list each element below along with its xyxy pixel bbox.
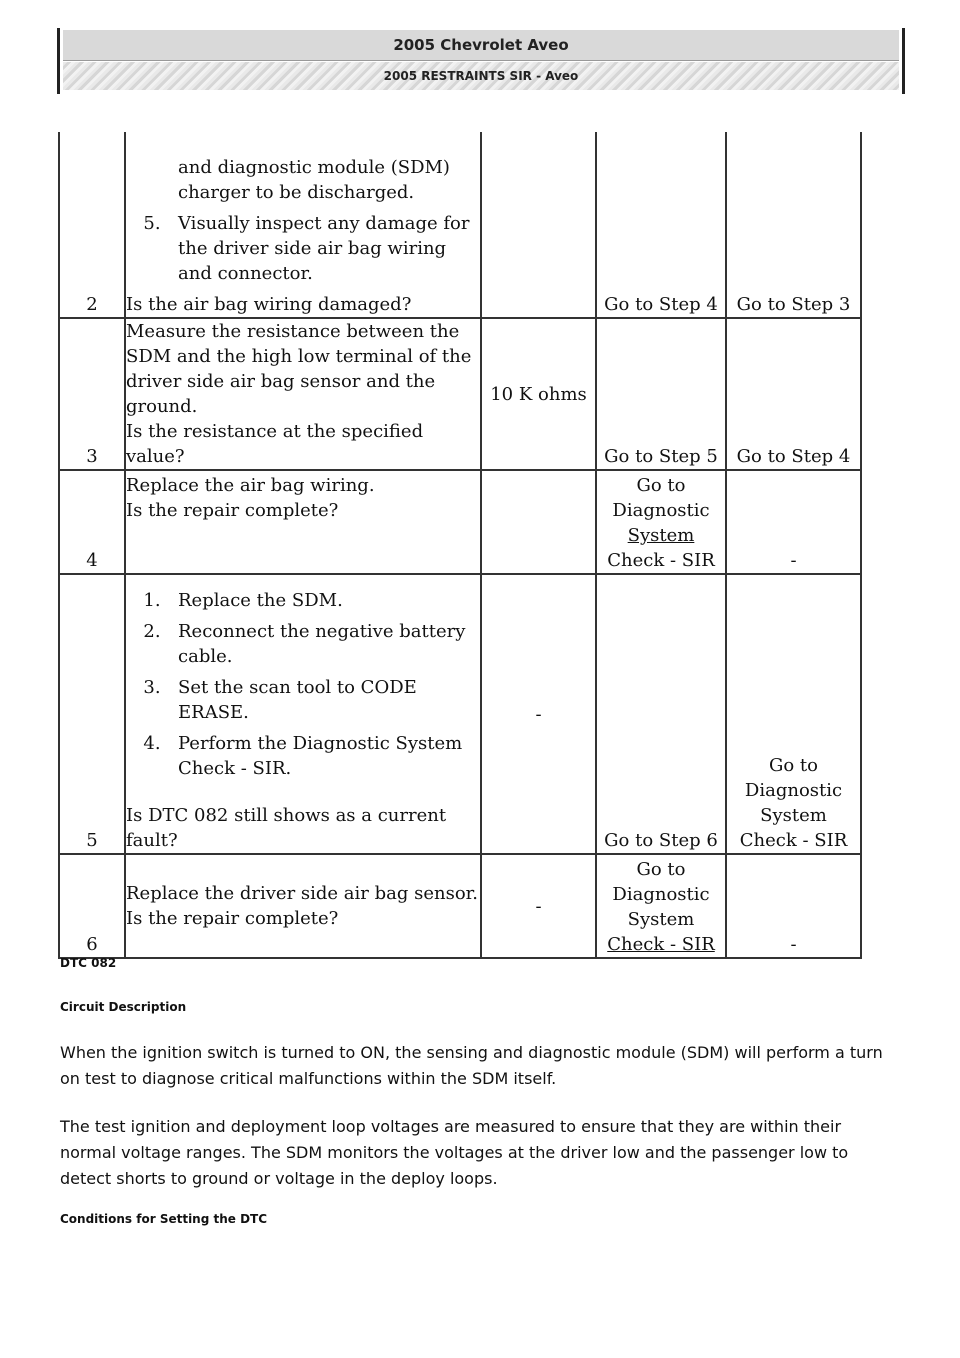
check-sir-link-text[interactable]: Check - SIR [607,550,715,571]
value-cell: - [481,574,596,854]
action-list [126,588,480,781]
action-text: Replace the driver side air bag sensor. [126,883,479,904]
item-text: Visually inspect any damage for the driver side air bag wiring and connector. [178,213,470,284]
circuit-description-paragraph-2: The test ignition and deployment loop voltages are measured to ensure that they are within their normal voltage ranges. The SDM monitors the voltages at the driver low and the passenger low to detect shorts to ground or voltage in the deploy loops. [60,1117,849,1188]
header-subtitle: 2005 RESTRAINTS SIR - Aveo [63,62,899,90]
table-row-step-5 [59,574,861,854]
check-sir-link-text[interactable]: Check - SIR [739,830,848,851]
table-row-step-6 [59,854,861,958]
step-question: Is the repair complete? [126,908,339,929]
step-number: 3 [59,318,125,470]
item-text: Set the scan tool to CODE ERASE. [178,677,417,723]
diagnostic-link-text[interactable]: Diagnostic [612,884,710,905]
step-question: Is the resistance at the specified value? [126,421,424,467]
go-to-step-link[interactable]: Go to Step 3 [736,294,851,315]
circuit-description-paragraph-1: When the ignition switch is turned to ON, the sensing and diagnostic module (SDM) will perform a turn on test to diagnose critical malfunctions within the SDM itself. [60,1043,883,1088]
action-text: Measure the resistance between the SDM and the high low terminal of the driver side air bag sensor and the ground. [126,321,472,417]
item-text: Replace the SDM. [178,590,343,611]
action-cell [125,318,481,470]
action-cell [125,132,481,318]
no-action[interactable] [726,132,861,318]
no-action[interactable] [726,574,861,854]
goto-line: Go to [636,475,686,496]
list-item [126,588,480,613]
circuit-description-heading: Circuit Description [60,1000,187,1014]
step-question: Is the repair complete? [126,500,339,521]
list-item [126,731,480,781]
yes-action[interactable] [596,132,726,318]
step-number: 4 [59,470,125,574]
action-text: Replace the air bag wiring. [126,475,375,496]
yes-action[interactable] [596,470,726,574]
item-number: 3. [143,677,161,698]
yes-action[interactable] [596,574,726,854]
header-right-rule [902,28,905,94]
diagnostic-link-text[interactable]: Diagnostic [744,780,843,801]
item-number: 1. [143,590,161,611]
page-header [57,28,905,94]
go-to-step-link[interactable]: Go to Step 5 [604,446,718,467]
no-action[interactable] [726,318,861,470]
system-link-text[interactable]: System [760,805,827,826]
go-to-step-link[interactable]: Go to Step 4 [736,446,851,467]
table-row-step-3 [59,318,861,470]
step-number: 2 [59,132,125,318]
goto-line: Go to [636,859,686,880]
item-text: Perform the Diagnostic System Check - SIR. [178,733,463,779]
action-item [126,211,480,286]
value-cell: 10 K ohms [481,318,596,470]
no-action: - [726,470,861,574]
diagnostic-table [58,132,862,959]
step-number: 5 [59,574,125,854]
conditions-heading: Conditions for Setting the DTC [60,1212,268,1226]
value-cell [481,470,596,574]
dtc-heading: DTC 082 [60,956,117,970]
table-row-step-2 [59,132,861,318]
table-row-step-4 [59,470,861,574]
no-action: - [726,854,861,958]
yes-action[interactable] [596,854,726,958]
go-to-step-link[interactable]: Go to Step 6 [604,830,718,851]
value-cell [481,132,596,318]
system-link-text[interactable]: System [627,525,695,546]
goto-line: Go to [768,755,818,776]
action-cell [125,854,481,958]
system-link-text[interactable]: System [627,909,695,930]
item-text: Reconnect the negative battery cable. [178,621,466,667]
value-cell: - [481,854,596,958]
action-cell [125,574,481,854]
go-to-step-link[interactable]: Go to Step 4 [604,294,718,315]
diagnostic-link-text[interactable]: Diagnostic [612,500,710,521]
header-left-rule [57,28,60,94]
action-cell [125,470,481,574]
list-item [126,619,480,669]
step-question: Is the air bag wiring damaged? [126,294,412,315]
item-number: 4. [143,733,161,754]
step-number: 6 [59,854,125,958]
item-number: 2. [143,621,161,642]
action-continued-text: and diagnostic module (SDM) charger to be discharged. [178,157,450,203]
header-title: 2005 Chevrolet Aveo [63,30,899,61]
list-item [126,675,480,725]
check-sir-link-text[interactable]: Check - SIR [607,934,715,955]
step-question: Is DTC 082 still shows as a current fault? [126,805,447,851]
yes-action[interactable] [596,318,726,470]
item-number: 5. [143,213,161,234]
